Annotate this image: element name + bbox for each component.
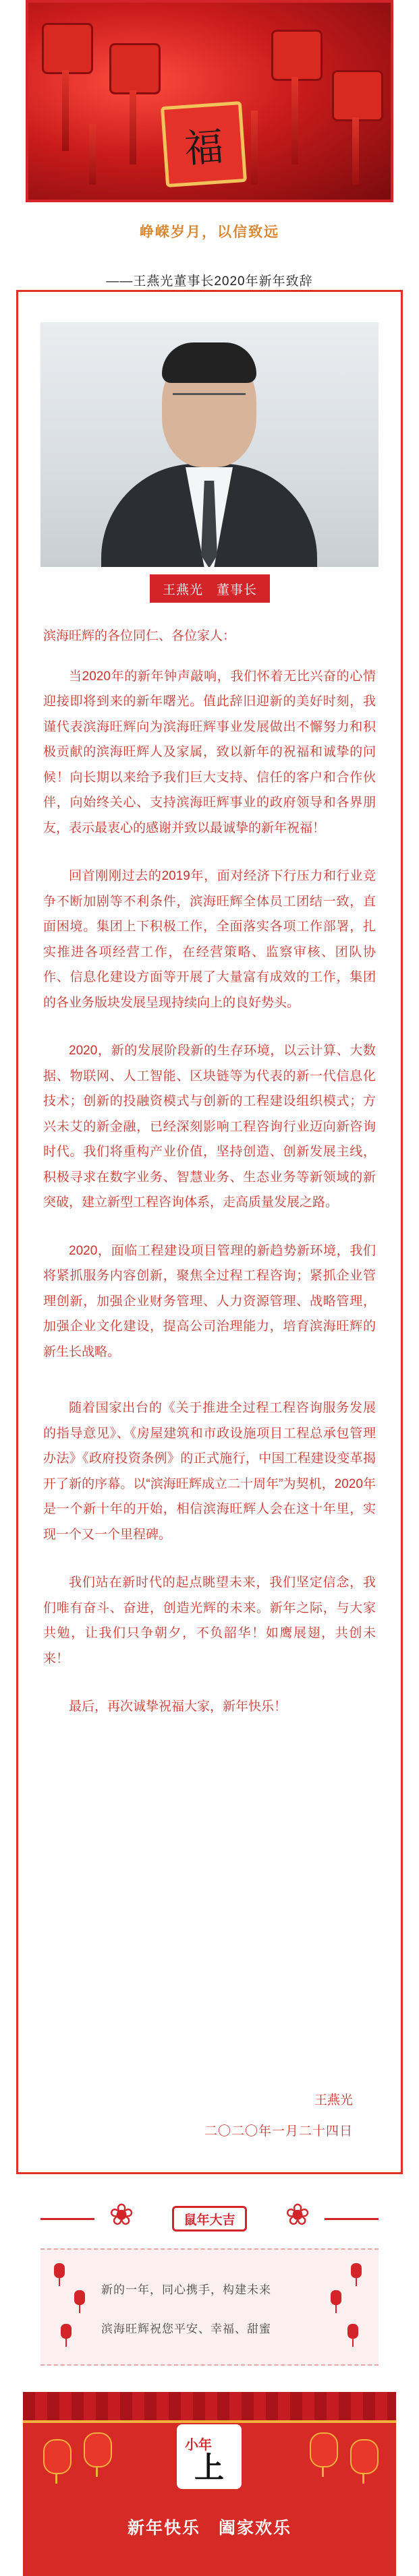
letter-greeting: 滨海旺辉的各位同仁、各位家人：: [43, 629, 236, 643]
wish-line: 滨海旺辉祝您平安、幸福、甜蜜: [101, 2323, 271, 2335]
letter-paragraph: 回首刚刚过去的2019年，面对经济下行压力和行业竞争不断加剧等不利条件，滨海旺辉全体员工团结一致，直面困境。集团上下积极工作，全面落实各项工作部署，扎实推进各项经营工作，在经营策略、监察审核、团队协作、信息化建设方面等开展了大量富有成效的工作，集团的各业务版块发展呈现持续向上的良好势头。: [43, 869, 376, 1010]
wish-box: [40, 2248, 379, 2366]
roof-eave: [23, 2392, 396, 2423]
lantern-icon: [310, 2432, 338, 2467]
signature-name: 王燕光: [314, 2093, 353, 2107]
letter-paragraph: 我们站在新时代的起点眺望未来，我们坚定信念，我们唯有奋斗、奋进，创造光辉的未来。新年之际，与大家共勉，让我们只争朝夕，不负韶华！如鹰展翅，共创未来！: [43, 1576, 376, 1666]
fu-sign-icon: [161, 101, 247, 187]
letter-paragraph: 2020，面临工程建设项目管理的新趋势新环境，我们将紧抓服务内容创新，聚焦全过程工程咨询；紧抓企业管理创新，加强企业财务管理、人力资源管理、战略管理，加强企业文化建设，提高公司治理能力，培育滨海旺辉的新生长战略。: [43, 1243, 376, 1359]
lantern-icon: [347, 2324, 358, 2339]
letter-body: [43, 624, 376, 1743]
header-banner-image: [26, 0, 393, 202]
motto-heading: 峥嵘岁月，以信致远: [140, 224, 279, 240]
lantern-icon: [43, 2439, 72, 2474]
lantern-icon: [54, 2263, 65, 2278]
mouse-papercut-icon: ❀: [285, 2198, 310, 2231]
letter-paragraph: 2020，新的发展阶段新的生存环境，以云计算、大数据、物联网、人工智能、区块链等为代表的新一代信息化技术；创新的投融资模式与创新的工程建设组织模式；方兴未艾的新金融，已经深刻影响工程咨询行业迈向新咨询时代。我们将重构产业价值，坚持创造、创新发展主线，积极寻求在数字业务、智慧业务、生态业务等新领域的新突破，建立新型工程咨询体系，走高质量发展之路。: [43, 1044, 376, 1209]
calligraphy-logo: [177, 2424, 242, 2489]
year-badge: 鼠年大吉: [172, 2206, 247, 2231]
badge-divider-left: [40, 2218, 94, 2220]
letter-paragraph: 随着国家出台的《关于推进全过程工程咨询服务发展的指导意见》、《房屋建筑和市政设施项目工程总承包管理办法》《政府投资条例》的正式施行，中国工程建设变革揭开了新的序幕。以“滨海旺辉成立二十周年”为契机，2020年是一个新十年的开始，相信滨海旺辉人会在这十年里，实现一个又一个里程碑。: [43, 1401, 376, 1542]
lantern-icon: [61, 2324, 72, 2339]
new-year-greeting: 新年快乐 阖家欢乐: [127, 2519, 291, 2538]
letter-closing: 最后，再次诚挚祝福大家，新年快乐！: [69, 1700, 287, 1714]
mouse-papercut-icon: ❀: [109, 2198, 134, 2231]
wish-line: 新的一年，同心携手，构建未来: [101, 2283, 271, 2296]
charm-icon: [271, 30, 323, 81]
lantern-icon: [331, 2290, 341, 2305]
calligraphy-accent: 小年: [185, 2436, 212, 2453]
lantern-icon: [74, 2290, 85, 2305]
calligraphy-main: 上: [194, 2451, 224, 2485]
letter-paragraph: 当2020年的新年钟声敲响，我们怀着无比兴奋的心情迎接即将到来的新年曙光。值此辞旧迎新的美好时刻，我谨代表滨海旺辉向为滨海旺辉事业发展做出不懈努力和积极贡献的滨海旺辉人及家属，致以新年的祝福和诚挚的问候！向长期以来给予我们巨大支持、信任的客户和合作伙伴，向始终关心、支持滨海旺辉事业的政府领导和各界朋友，表示最衷心的感谢并致以最诚挚的新年祝福！: [43, 669, 376, 835]
name-label: 王燕光 董事长: [150, 574, 270, 603]
fu-character: 福: [183, 123, 225, 172]
signature-date: 二〇二〇年一月二十四日: [204, 2124, 353, 2138]
lantern-icon: [351, 2263, 362, 2278]
lantern-icon: [350, 2439, 379, 2474]
badge-divider-right: [325, 2218, 379, 2220]
chairman-portrait-photo: [40, 322, 379, 567]
speech-byline: ——王燕光董事长2020年新年致辞: [106, 274, 313, 289]
lantern-icon: [84, 2432, 112, 2467]
charm-icon: [332, 70, 383, 121]
charm-icon: [42, 23, 93, 74]
charm-icon: [109, 43, 161, 94]
